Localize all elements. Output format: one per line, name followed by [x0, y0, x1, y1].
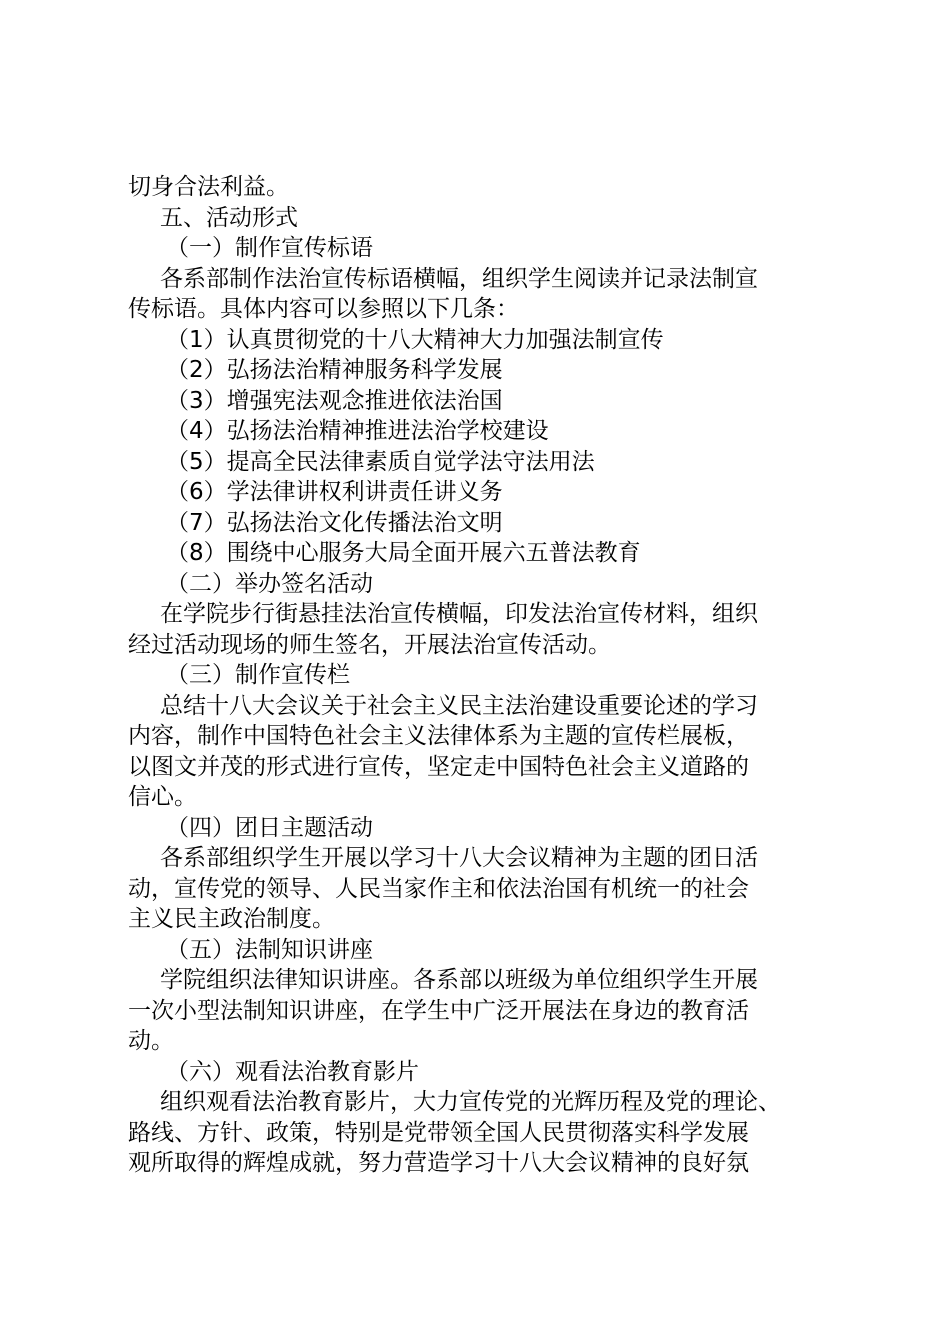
- text-line: 内容，制作中国特色社会主义法律体系为主题的宣传栏展板，: [128, 723, 749, 749]
- text-line: （三）制作宣传栏: [166, 662, 350, 688]
- text-line: 以图文并茂的形式进行宣传，坚定走中国特色社会主义道路的: [128, 753, 749, 780]
- text-line: （4）弘扬法治精神推进法治学校建设: [166, 418, 549, 444]
- text-line: 各系部组织学生开展以学习十八大会议精神为主题的团日活: [160, 845, 758, 871]
- text-line: 一次小型法制知识讲座，在学生中广泛开展法在身边的教育活: [128, 997, 749, 1024]
- text-line: 总结十八大会议关于社会主义民主法治建设重要论述的学习: [160, 692, 758, 719]
- text-line: 观所取得的辉煌成就，努力营造学习十八大会议精神的良好氛: [128, 1150, 749, 1176]
- text-line: （8）围绕中心服务大局全面开展六五普法教育: [166, 540, 641, 566]
- text-line: （四）团日主题活动: [166, 814, 373, 841]
- text-line: 动。: [128, 1028, 174, 1054]
- text-line: 路线、方针、政策，特别是党带领全国人民贯彻落实科学发展: [128, 1119, 749, 1146]
- text-line: （6）学法律讲权利讲责任讲义务: [166, 479, 503, 505]
- text-line: （二）举办签名活动: [166, 570, 373, 597]
- text-line: 切身合法利益。: [128, 174, 289, 200]
- text-line: （2）弘扬法治精神服务科学发展: [166, 357, 503, 383]
- text-line: （5）提高全民法律素质自觉学法守法用法: [166, 448, 595, 475]
- text-line: （7）弘扬法治文化传播法治文明: [166, 509, 503, 536]
- text-line: 传标语。具体内容可以参照以下几条：: [128, 296, 519, 322]
- text-line: 在学院步行街悬挂法治宣传横幅，印发法治宣传材料，组织: [160, 601, 758, 627]
- document-body: [128, 172, 828, 1179]
- text-line: 各系部制作法治宣传标语横幅，组织学生阅读并记录法制宣: [160, 265, 758, 292]
- text-line: （一）制作宣传标语: [166, 235, 373, 261]
- text-line: 学院组织法律知识讲座。各系部以班级为单位组织学生开展: [160, 967, 758, 993]
- text-line: （3）增强宪法观念推进依法治国: [166, 387, 503, 414]
- text-line: 组织观看法治教育影片，大力宣传党的光辉历程及党的理论、: [160, 1089, 781, 1115]
- text-line: （五）法制知识讲座: [166, 936, 373, 963]
- text-line: （六）观看法治教育影片: [166, 1058, 419, 1085]
- text-line: 经过活动现场的师生签名，开展法治宣传活动。: [128, 631, 611, 658]
- text-line: 信心。: [128, 784, 197, 810]
- text-line: 主义民主政治制度。: [128, 906, 335, 932]
- text-line: （1）认真贯彻党的十八大精神大力加强法制宣传: [166, 326, 664, 353]
- text-line: 动，宣传党的领导、人民当家作主和依法治国有机统一的社会: [128, 875, 749, 902]
- text-line: 五、活动形式: [160, 204, 298, 231]
